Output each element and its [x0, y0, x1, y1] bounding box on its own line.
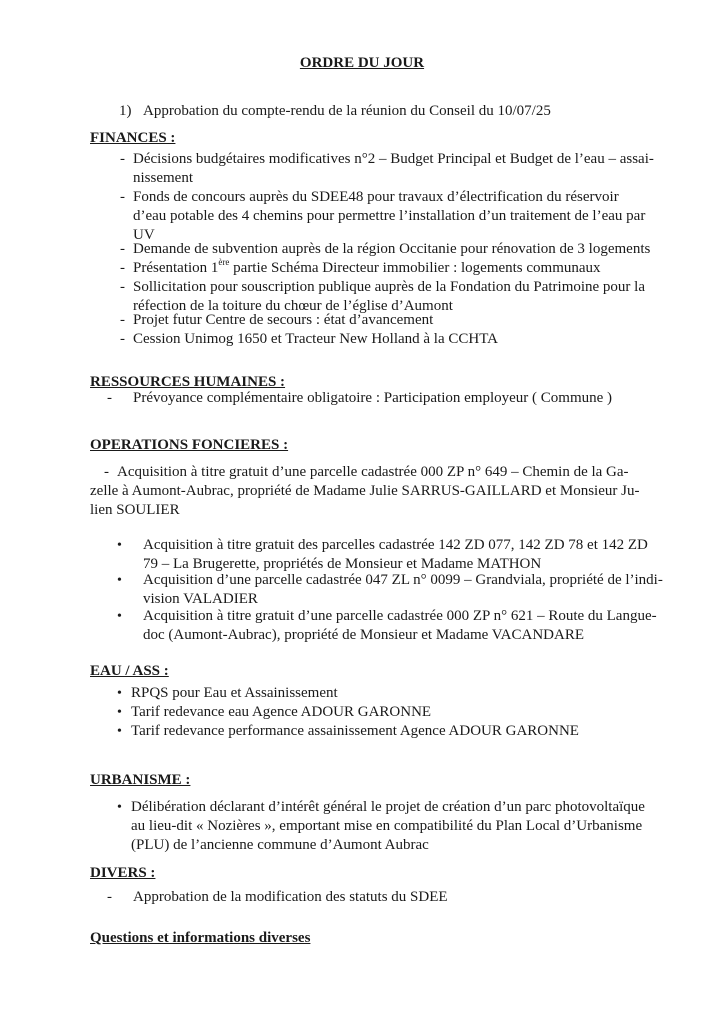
bullet-marker: •	[117, 724, 122, 739]
dash-marker: -	[120, 260, 125, 276]
dash-marker: -	[120, 151, 125, 167]
list-item: Fonds de concours auprès du SDEE48 pour travaux d’électrification du réservoir d’eau potable des 4 chemins pour permettre l’installation d’un traitement de l’eau par UV	[133, 189, 646, 243]
list-item: Tarif redevance eau Agence ADOUR GARONNE	[131, 704, 432, 720]
list-item: Acquisition à titre gratuit d’une parcelle cadastrée 000 ZP n° 649 – Chemin de la Ga-	[117, 464, 629, 480]
list-item: Décisions budgétaires modificatives n°2 – Budget Principal et Budget de l’eau – assai- nissement	[133, 151, 654, 186]
list-item: Délibération déclarant d’intérêt général le projet de création d’un parc photovoltaïque au lieu-dit « Nozières », emportant mise en compatibilité du Plan Local d’Urbanisme (PLU) de l’ancienne commune d’Aumont Aubrac	[131, 799, 645, 853]
dash-marker: -	[107, 889, 112, 905]
list-item: Demande de subvention auprès de la région Occitanie pour rénovation de 3 logements	[133, 241, 651, 257]
list-item: Acquisition d’une parcelle cadastrée 047 ZL n° 0099 – Grandviala, propriété de l’indi- vision VALADIER	[143, 572, 663, 607]
list-item: RPQS pour Eau et Assainissement	[131, 685, 338, 701]
bullet-marker: •	[117, 800, 122, 815]
section-heading-eau: EAU / ASS :	[90, 663, 169, 679]
list-item: Projet futur Centre de secours : état d’avancement	[133, 312, 434, 328]
section-heading-questions: Questions et informations diverses	[90, 930, 311, 946]
list-item: Présentation 1ère partie Schéma Directeur immobilier : logements communaux	[133, 257, 601, 276]
dash-marker: -	[120, 189, 125, 205]
section-heading-finances: FINANCES :	[90, 130, 176, 146]
dash-marker: -	[107, 390, 112, 406]
bullet-marker: •	[117, 573, 122, 588]
dash-marker: -	[120, 279, 125, 295]
section-heading-foncieres: OPERATIONS FONCIERES :	[90, 437, 289, 453]
section-heading-divers: DIVERS :	[90, 865, 156, 881]
intro-text: Approbation du compte-rendu de la réunion du Conseil du 10/07/25	[143, 103, 551, 119]
list-item: Prévoyance complémentaire obligatoire : Participation employeur ( Commune )	[133, 390, 613, 406]
list-item-continuation: zelle à Aumont-Aubrac, propriété de Madame Julie SARRUS-GAILLARD et Monsieur Ju- lien SOULIER	[90, 483, 640, 518]
bullet-marker: •	[117, 705, 122, 720]
list-item: Tarif redevance performance assainissement Agence ADOUR GARONNE	[131, 723, 579, 739]
dash-marker: -	[120, 312, 125, 328]
list-item: Acquisition à titre gratuit d’une parcelle cadastrée 000 ZP n° 621 – Route du Langue- doc (Aumont-Aubrac), propriété de Monsieur et Madame VACANDARE	[143, 608, 657, 643]
section-heading-rh: RESSOURCES HUMAINES :	[90, 374, 286, 390]
bullet-marker: •	[117, 686, 122, 701]
list-item: Sollicitation pour souscription publique auprès de la Fondation du Patrimoine pour la réfection de la toiture du chœur de l’église d’Aumont	[133, 279, 646, 314]
dash-marker: -	[120, 331, 125, 347]
dash-marker: -	[104, 464, 109, 480]
section-heading-urbanisme: URBANISME :	[90, 772, 191, 788]
intro-number: 1)	[119, 103, 132, 119]
list-item: Acquisition à titre gratuit des parcelles cadastrée 142 ZD 077, 142 ZD 78 et 142 ZD 79 – La Brugerette, propriétés de Monsieur et Madame MATHON	[143, 537, 648, 572]
list-item: Approbation de la modification des statuts du SDEE	[133, 889, 448, 905]
bullet-marker: •	[117, 538, 122, 553]
dash-marker: -	[120, 241, 125, 257]
list-item: Cession Unimog 1650 et Tracteur New Holland à la CCHTA	[133, 331, 499, 347]
page-title: ORDRE DU JOUR	[299, 55, 425, 71]
bullet-marker: •	[117, 609, 122, 624]
